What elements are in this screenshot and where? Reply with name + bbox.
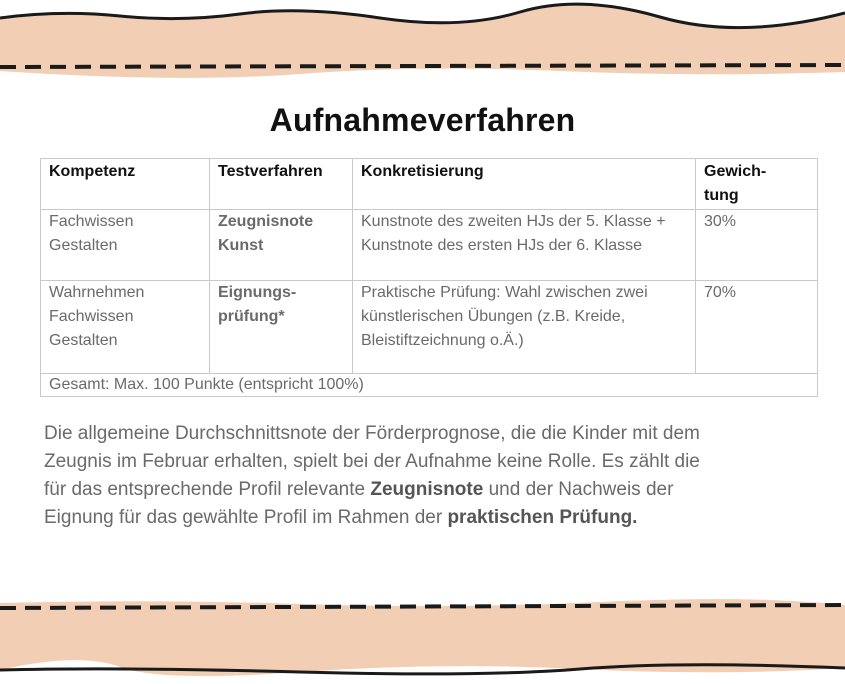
cell-konkretisierung: Kunstnote des zweiten HJs der 5. Klasse + Kunstnote des ersten HJs der 6. Klasse [353, 210, 696, 281]
paragraph-line: Eignung für das gewählte Profil im Rahmen der praktischen Prüfung. [44, 507, 638, 528]
header-testverfahren: Testverfahren [210, 159, 353, 210]
emphasis-zeugnisnote: Zeugnisnote [370, 479, 484, 500]
header-konkretisierung: Konkretisierung [353, 159, 696, 210]
table-total-row [41, 374, 818, 397]
emphasis-praktische-pruefung: praktischen Prüfung. [447, 507, 638, 528]
cell-testverfahren: Eignungs- prüfung* [210, 281, 353, 374]
cell-kompetenz: Wahrnehmen Fachwissen Gestalten [41, 281, 210, 374]
page-title: Aufnahmeverfahren [269, 102, 576, 138]
paragraph-line: für das entsprechende Profil relevante Zeugnisnote und der Nachweis der [44, 479, 674, 500]
table-header-row [41, 159, 818, 210]
bottom-decorative-band [0, 596, 845, 684]
header-gewichtung: Gewich- tung [696, 159, 818, 210]
cell-gewichtung: 30% [696, 210, 818, 281]
cell-konkretisierung: Praktische Prüfung: Wahl zwischen zwei künstlerischen Übungen (z.B. Kreide, Bleistiftzeichnung o.Ä.) [353, 281, 696, 374]
paragraph-line: Zeugnis im Februar erhalten, spielt bei der Aufnahme keine Rolle. Es zählt die [44, 451, 700, 472]
total-cell: Gesamt: Max. 100 Punkte (entspricht 100%) [41, 374, 818, 397]
table-row [41, 281, 818, 374]
admission-table [40, 158, 818, 397]
cell-gewichtung: 70% [696, 281, 818, 374]
top-decorative-band [0, 0, 845, 80]
table-row [41, 210, 818, 281]
explanation-paragraph [44, 420, 824, 532]
cell-testverfahren: Zeugnisnote Kunst [210, 210, 353, 281]
header-kompetenz: Kompetenz [41, 159, 210, 210]
cell-kompetenz: Fachwissen Gestalten [41, 210, 210, 281]
document-content [0, 80, 845, 596]
paragraph-line: Die allgemeine Durchschnittsnote der Förderprognose, die die Kinder mit dem [44, 423, 700, 444]
